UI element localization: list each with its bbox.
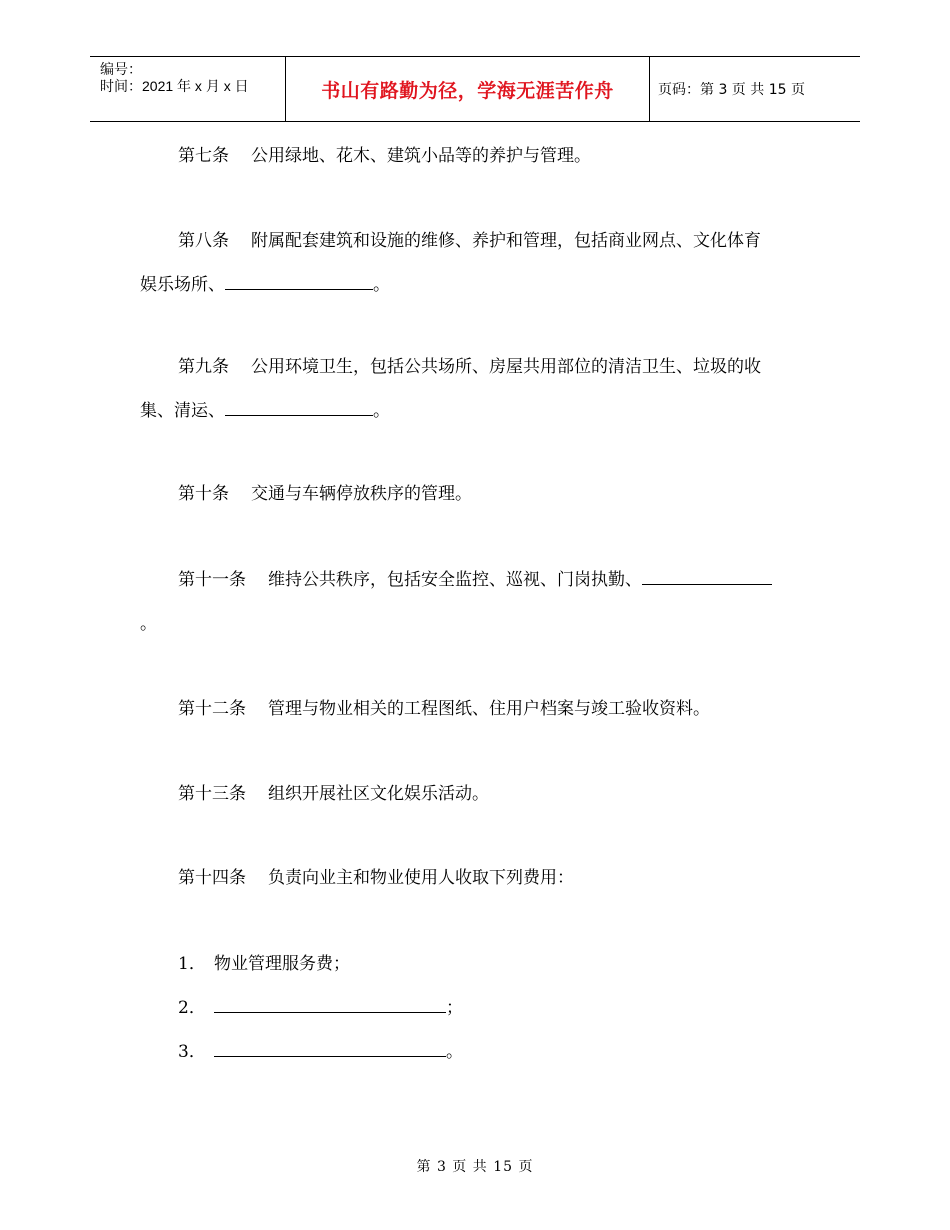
article-number: 第七条 [178, 146, 229, 166]
article-end: 。 [373, 275, 390, 295]
article-14 [140, 856, 820, 900]
article-12 [140, 687, 820, 731]
fill-in-blank[interactable] [214, 994, 446, 1013]
fee-item-2 [178, 994, 463, 1020]
article-number: 第八条 [178, 231, 229, 251]
list-number: 3． [178, 1042, 206, 1062]
article-11 [140, 558, 820, 646]
fill-in-blank[interactable] [642, 566, 772, 585]
article-9 [140, 345, 820, 433]
article-text-cont: 集、清运、 [140, 401, 225, 421]
article-text: 交通与车辆停放秩序的管理。 [251, 484, 472, 504]
date-label: 时间：2021 年 x 月 x 日 [100, 78, 249, 94]
article-number: 第十一条 [178, 570, 246, 590]
article-text: 维持公共秩序，包括安全监控、巡视、门岗执勤、 [268, 570, 642, 590]
article-13 [140, 772, 820, 816]
article-text: 附属配套建筑和设施的维修、养护和管理，包括商业网点、文化体育 [251, 231, 761, 251]
serial-label: 编号： [100, 61, 142, 77]
list-end: 。 [446, 1042, 463, 1062]
article-number: 第十三条 [178, 784, 246, 804]
fill-in-blank[interactable] [225, 271, 373, 290]
article-text: 组织开展社区文化娱乐活动。 [268, 784, 489, 804]
article-7 [140, 134, 820, 178]
article-10 [140, 472, 820, 516]
article-number: 第九条 [178, 357, 229, 377]
article-number: 第十条 [178, 484, 229, 504]
article-text: 公用环境卫生，包括公共场所、房屋共用部位的清洁卫生、垃圾的收 [251, 357, 761, 377]
article-text: 管理与物业相关的工程图纸、住用户档案与竣工验收资料。 [268, 699, 710, 719]
article-text: 负责向业主和物业使用人收取下列费用： [268, 868, 574, 888]
article-text: 公用绿地、花木、建筑小品等的养护与管理。 [251, 146, 591, 166]
article-8 [140, 219, 820, 307]
list-end: ； [446, 998, 463, 1018]
article-end: 。 [140, 614, 157, 634]
fill-in-blank[interactable] [225, 397, 373, 416]
article-end: 。 [373, 401, 390, 421]
article-text-cont: 娱乐场所、 [140, 275, 225, 295]
article-number: 第十四条 [178, 868, 246, 888]
page-footer: 第 3 页 共 15 页 [416, 1159, 534, 1175]
fee-item-1 [178, 952, 350, 976]
list-number: 2． [178, 998, 206, 1018]
list-text: 物业管理服务费； [214, 954, 350, 974]
header-meta [90, 57, 286, 121]
header-page-label: 页码：第 3 页 共 15 页 [658, 82, 805, 98]
list-number: 1． [178, 954, 206, 974]
fill-in-blank[interactable] [214, 1038, 446, 1057]
header-motto: 书山有路勤为径，学海无涯苦作舟 [286, 57, 650, 121]
fee-item-3 [178, 1038, 463, 1064]
page-header [90, 56, 860, 122]
article-number: 第十二条 [178, 699, 246, 719]
